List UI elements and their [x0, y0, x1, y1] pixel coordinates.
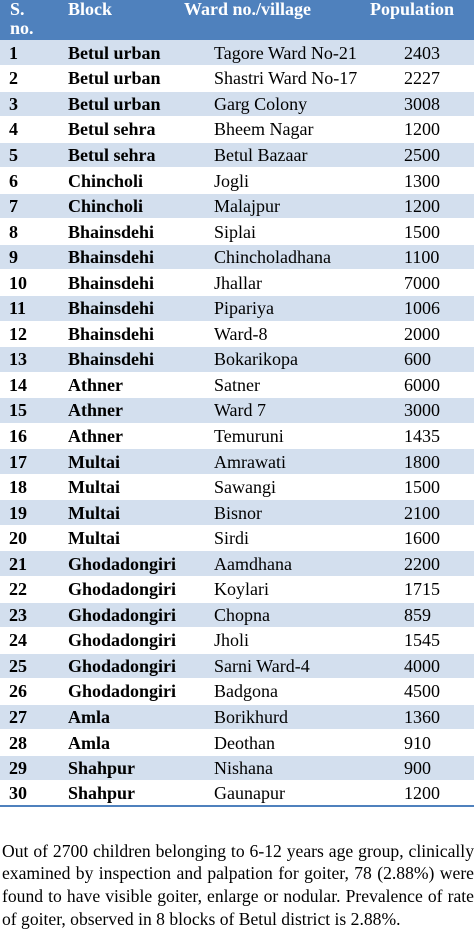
cell-sno: 4 [0, 117, 60, 143]
cell-block: Bhainsdehi [60, 347, 204, 373]
table-row [0, 730, 474, 756]
cell-sno: 16 [0, 423, 60, 449]
cell-ward: Malajpur [204, 193, 404, 219]
cell-population: 859 [404, 602, 474, 628]
cell-block: Ghodadongiri [60, 576, 204, 602]
cell-sno: 18 [0, 474, 60, 500]
cell-ward: Siplai [204, 219, 404, 245]
header-ward-label: Ward no./village [184, 0, 312, 19]
cell-block: Bhainsdehi [60, 219, 204, 245]
cell-sno: 30 [0, 781, 60, 807]
cell-ward: Deothan [204, 730, 404, 756]
cell-population: 1300 [404, 168, 474, 194]
cell-block: Multai [60, 500, 204, 526]
cell-population: 900 [404, 755, 474, 781]
table-row [0, 117, 474, 143]
cell-population: 2200 [404, 551, 474, 577]
cell-block: Bhainsdehi [60, 244, 204, 270]
cell-sno: 13 [0, 347, 60, 373]
cell-block: Multai [60, 449, 204, 475]
table-header [0, 0, 474, 40]
cell-block: Chincholi [60, 168, 204, 194]
cell-population: 4500 [404, 679, 474, 705]
table-row [0, 628, 474, 654]
cell-population: 1100 [404, 244, 474, 270]
cell-population: 600 [404, 347, 474, 373]
header-sno-line1: S. [10, 0, 25, 19]
table-row [0, 704, 474, 730]
table-row [0, 602, 474, 628]
table-row [0, 372, 474, 398]
table-row [0, 398, 474, 424]
cell-block: Betul sehra [60, 117, 204, 143]
table-row [0, 653, 474, 679]
cell-population: 1800 [404, 449, 474, 475]
table-row [0, 168, 474, 194]
summary-paragraph: Out of 2700 children belonging to 6-12 years age group, clinically examined by inspection and palpation for goiter, 78 (2.88%) were found to have visible goiter, enlarge or nodular. Prevalence of rate of goiter, observed in 8 blocks of Betul district is 2.88%. [2, 840, 474, 929]
table-row [0, 295, 474, 321]
cell-block: Ghodadongiri [60, 602, 204, 628]
cell-ward: Gaunapur [204, 781, 404, 807]
cell-population: 1600 [404, 525, 474, 551]
cell-block: Athner [60, 372, 204, 398]
cell-ward: Chincholadhana [204, 244, 404, 270]
cell-block: Athner [60, 398, 204, 424]
cell-block: Shahpur [60, 755, 204, 781]
table-row [0, 525, 474, 551]
cell-block: Amla [60, 704, 204, 730]
header-population-label: Population [370, 0, 455, 19]
table-row [0, 193, 474, 219]
cell-ward: Badgona [204, 679, 404, 705]
cell-sno: 9 [0, 244, 60, 270]
cell-block: Bhainsdehi [60, 295, 204, 321]
cell-sno: 10 [0, 270, 60, 296]
table-row [0, 91, 474, 117]
table-row [0, 321, 474, 347]
cell-sno: 22 [0, 576, 60, 602]
cell-sno: 19 [0, 500, 60, 526]
cell-ward: Jhallar [204, 270, 404, 296]
cell-ward: Sarni Ward-4 [204, 653, 404, 679]
cell-ward: Chopna [204, 602, 404, 628]
cell-ward: Bisnor [204, 500, 404, 526]
table-row [0, 755, 474, 781]
table-row [0, 449, 474, 475]
cell-sno: 8 [0, 219, 60, 245]
cell-ward: Shastri Ward No-17 [204, 66, 404, 92]
table-row [0, 270, 474, 296]
cell-sno: 26 [0, 679, 60, 705]
header-row [0, 0, 474, 40]
cell-sno: 25 [0, 653, 60, 679]
cell-block: Multai [60, 525, 204, 551]
cell-sno: 23 [0, 602, 60, 628]
cell-sno: 3 [0, 91, 60, 117]
cell-ward: Ward 7 [204, 398, 404, 424]
cell-population: 6000 [404, 372, 474, 398]
cell-block: Bhainsdehi [60, 321, 204, 347]
cell-sno: 12 [0, 321, 60, 347]
cell-population: 2403 [404, 40, 474, 66]
header-block [60, 0, 204, 40]
cell-population: 1715 [404, 576, 474, 602]
cell-ward: Temuruni [204, 423, 404, 449]
cell-block: Multai [60, 474, 204, 500]
cell-sno: 1 [0, 40, 60, 66]
cell-sno: 15 [0, 398, 60, 424]
cell-ward: Bokarikopa [204, 347, 404, 373]
cell-ward: Amrawati [204, 449, 404, 475]
cell-population: 1435 [404, 423, 474, 449]
cell-sno: 11 [0, 295, 60, 321]
cell-population: 1200 [404, 193, 474, 219]
cell-block: Bhainsdehi [60, 270, 204, 296]
cell-ward: Sirdi [204, 525, 404, 551]
header-population [370, 0, 474, 40]
cell-population: 1006 [404, 295, 474, 321]
cell-block: Amla [60, 730, 204, 756]
header-sno [0, 0, 60, 40]
cell-block: Ghodadongiri [60, 679, 204, 705]
cell-block: Ghodadongiri [60, 628, 204, 654]
cell-sno: 6 [0, 168, 60, 194]
cell-block: Betul urban [60, 40, 204, 66]
cell-population: 1500 [404, 219, 474, 245]
table-row [0, 66, 474, 92]
cell-ward: Jholi [204, 628, 404, 654]
cell-block: Betul urban [60, 91, 204, 117]
cell-population: 2100 [404, 500, 474, 526]
cell-population: 7000 [404, 270, 474, 296]
table-body [0, 40, 474, 806]
cell-sno: 28 [0, 730, 60, 756]
cell-block: Shahpur [60, 781, 204, 807]
table-row [0, 423, 474, 449]
cell-block: Chincholi [60, 193, 204, 219]
cell-sno: 5 [0, 142, 60, 168]
cell-population: 1200 [404, 781, 474, 807]
cell-population: 2227 [404, 66, 474, 92]
cell-population: 1360 [404, 704, 474, 730]
cell-population: 1545 [404, 628, 474, 654]
cell-ward: Satner [204, 372, 404, 398]
cell-ward: Garg Colony [204, 91, 404, 117]
cell-population: 1200 [404, 117, 474, 143]
cell-ward: Sawangi [204, 474, 404, 500]
table-row [0, 679, 474, 705]
cell-block: Ghodadongiri [60, 653, 204, 679]
cell-block: Ghodadongiri [60, 551, 204, 577]
table-row [0, 244, 474, 270]
cell-population: 1500 [404, 474, 474, 500]
cell-ward: Borikhurd [204, 704, 404, 730]
table-row [0, 781, 474, 807]
table-row [0, 576, 474, 602]
cell-ward: Jogli [204, 168, 404, 194]
table-row [0, 474, 474, 500]
cell-sno: 14 [0, 372, 60, 398]
table-row [0, 40, 474, 66]
cell-sno: 27 [0, 704, 60, 730]
cell-ward: Koylari [204, 576, 404, 602]
cell-block: Betul sehra [60, 142, 204, 168]
cell-ward: Nishana [204, 755, 404, 781]
cell-sno: 24 [0, 628, 60, 654]
cell-ward: Pipariya [204, 295, 404, 321]
table-row [0, 219, 474, 245]
cell-ward: Ward-8 [204, 321, 404, 347]
table-row [0, 551, 474, 577]
cell-population: 2000 [404, 321, 474, 347]
cell-population: 4000 [404, 653, 474, 679]
table-row [0, 347, 474, 373]
table-row [0, 500, 474, 526]
cell-sno: 29 [0, 755, 60, 781]
cell-population: 2500 [404, 142, 474, 168]
cell-block: Athner [60, 423, 204, 449]
cell-sno: 2 [0, 66, 60, 92]
header-block-label: Block [68, 0, 113, 19]
cell-population: 910 [404, 730, 474, 756]
cell-ward: Tagore Ward No-21 [204, 40, 404, 66]
cell-population: 3000 [404, 398, 474, 424]
header-sno-line2: no. [10, 18, 34, 38]
cell-population: 3008 [404, 91, 474, 117]
cell-sno: 17 [0, 449, 60, 475]
table-row [0, 142, 474, 168]
cell-sno: 20 [0, 525, 60, 551]
cell-sno: 7 [0, 193, 60, 219]
cell-sno: 21 [0, 551, 60, 577]
cell-ward: Betul Bazaar [204, 142, 404, 168]
cell-ward: Bheem Nagar [204, 117, 404, 143]
cell-ward: Aamdhana [204, 551, 404, 577]
cell-block: Betul urban [60, 66, 204, 92]
